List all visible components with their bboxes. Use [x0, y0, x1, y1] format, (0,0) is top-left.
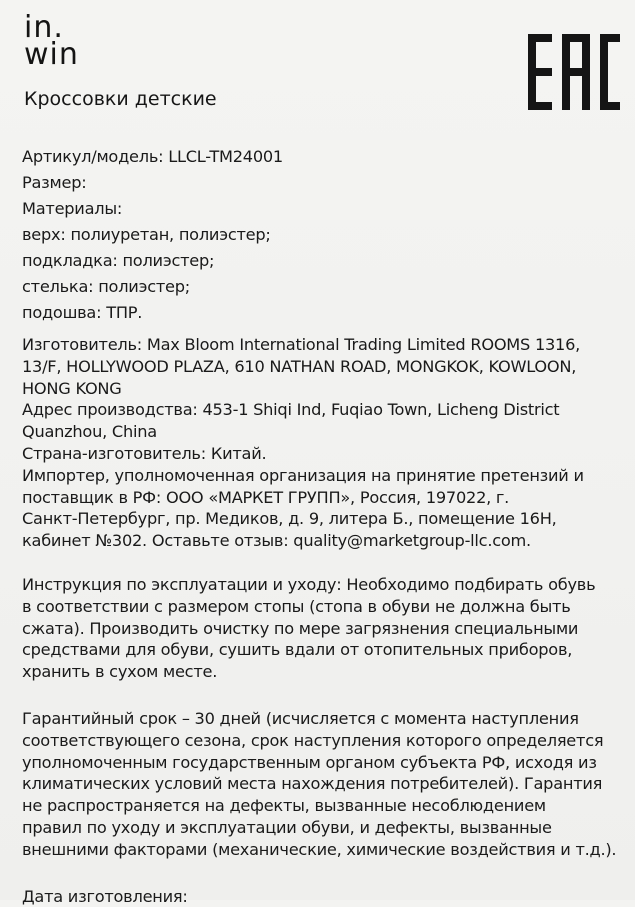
manufacturer-line: Страна-изготовитель: Китай. — [22, 443, 267, 463]
spec-line: Артикул/модель: LLCL-TM24001 — [22, 147, 283, 166]
manufacturer-line: поставщик в РФ: ООО «МАРКЕТ ГРУПП», Россия, 197022, г. — [22, 487, 510, 507]
spec-line: стелька: полиэстер; — [22, 277, 190, 296]
brand-logo-line1: in. — [24, 10, 64, 45]
warranty-line: Гарантийный срок – 30 дней (исчисляется с момента наступления — [22, 708, 579, 728]
manufacturer-line: Quanzhou, China — [22, 422, 157, 442]
warranty-line: уполномоченным государственным органом субъекта РФ, исходя из — [22, 752, 597, 772]
care-line: сжата). Производить очистку по мере загрязнения специальными — [22, 618, 579, 638]
spec-line: Материалы: — [22, 199, 123, 218]
care-instructions-section — [22, 574, 622, 683]
manufacturer-line: Санкт-Петербург, пр. Медиков, д. 9, литера Б., помещение 16Н, — [22, 509, 557, 529]
product-title: Кроссовки детские — [24, 88, 217, 110]
care-line: средствами для обуви, сушить вдали от отопительных приборов, — [22, 640, 573, 660]
manufacture-date-label: Дата изготовления: — [22, 886, 188, 906]
manufacturer-line: Адрес производства: 453-1 Shiqi Ind, Fuqiao Town, Licheng District — [22, 400, 560, 420]
warranty-line: внешними факторами (механические, химические воздействия и т.д.). — [22, 839, 617, 859]
manufacturer-line: 13/F, HOLLYWOOD PLAZA, 610 NATHAN ROAD, MONGKOK, KOWLOON, — [22, 356, 577, 376]
manufacturer-line: Импортер, уполномоченная организация на принятие претензий и — [22, 465, 584, 485]
specs-section — [22, 146, 622, 328]
spec-line: подошва: ТПР. — [22, 303, 143, 322]
manufacturer-line: Изготовитель: Max Bloom International Trading Limited ROOMS 1316, — [22, 335, 581, 354]
spec-line: подкладка: полиэстер; — [22, 251, 215, 270]
spec-line: Размер: — [22, 173, 87, 192]
manufacturer-line: HONG KONG — [22, 378, 122, 398]
spec-line: верх: полиуретан, полиэстер; — [22, 225, 271, 244]
warranty-line: соответствующего сезона, срок наступления которого определяется — [22, 730, 604, 750]
brand-logo — [24, 10, 79, 72]
warranty-section — [22, 708, 622, 861]
warranty-line: правил по уходу и эксплуатации обуви, и дефекты, вызванные — [22, 817, 552, 837]
manufacturer-line: кабинет №302. Оставьте отзыв: quality@marketgroup-llc.com. — [22, 531, 531, 551]
warranty-line: не распространяется на дефекты, вызванные несоблюдением — [22, 796, 546, 816]
care-line: хранить в сухом месте. — [22, 662, 218, 682]
manufacturer-section — [22, 334, 622, 552]
label-body — [22, 146, 622, 907]
care-line: Инструкция по эксплуатации и уходу: Необходимо подбирать обувь — [22, 574, 596, 594]
warranty-line: климатических условий места нахождения потребителей). Гарантия — [22, 774, 603, 794]
eac-certification-mark — [528, 34, 620, 110]
care-line: в соответствии с размером стопы (стопа в обуви не должна быть — [22, 596, 571, 616]
brand-logo-line2: win — [24, 37, 79, 72]
